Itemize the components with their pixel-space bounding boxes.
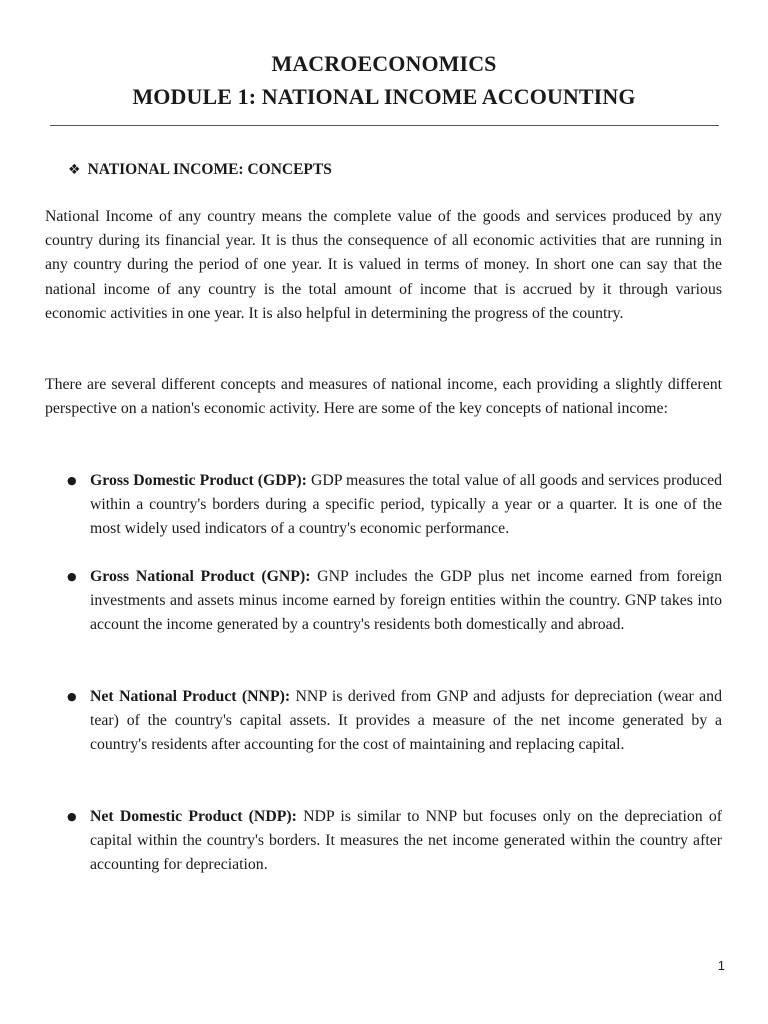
section-heading-text: NATIONAL INCOME: CONCEPTS xyxy=(87,161,332,178)
concepts-intro-paragraph: There are several different concepts and measures of national income, each providing a slightly different perspective on a nation's economic activity. Here are some of the key concepts of national income: xyxy=(45,376,722,418)
bullet-dot-icon: ● xyxy=(67,570,77,583)
concept-term: Net National Product (NNP): xyxy=(90,688,291,705)
concept-description: GDP measures the total value of all goods and services produced within a country's borders during a specific period, typically a year or a quarter. It is one of the most widely used indicators of a country's economic performance. xyxy=(90,472,722,538)
list-item-gdp xyxy=(67,469,722,542)
list-item-ndp xyxy=(67,805,722,878)
bullet-dot-icon: ● xyxy=(67,474,77,487)
concept-term: Net Domestic Product (NDP): xyxy=(90,808,297,825)
intro-paragraph: National Income of any country means the complete value of the goods and services produced by any country during its financial year. It is thus the consequence of all economic activities that are running in any country during the period of one year. It is valued in terms of money. In short one can say that the national income of any country is the total amount of income that is accrued by it through various economic activities in one year. It is also helpful in determining the progress of the country. xyxy=(45,208,722,322)
bullet-dot-icon: ● xyxy=(67,810,77,823)
concept-description: GNP includes the GDP plus net income earned from foreign investments and assets minus income earned by foreign entities within the country. GNP takes into account the income generated by a country's residents both domestically and abroad. xyxy=(90,568,722,634)
concept-term: Gross Domestic Product (GDP): xyxy=(90,472,307,489)
diamond-bullet-icon: ❖ xyxy=(68,162,81,178)
document-title: MACROECONOMICS xyxy=(271,51,497,76)
document-header xyxy=(0,47,768,113)
module-title: MODULE 1: NATIONAL INCOME ACCOUNTING xyxy=(132,84,636,109)
concept-description: NNP is derived from GNP and adjusts for depreciation (wear and tear) of the country's capital assets. It provides a measure of the net income generated by a country's residents after accounting for the cost of maintaining and replacing capital. xyxy=(90,688,722,754)
page-number: 1 xyxy=(717,958,725,973)
section-heading xyxy=(68,159,332,181)
concept-term: Gross National Product (GNP): xyxy=(90,568,311,585)
list-item-gnp xyxy=(67,565,722,638)
header-divider xyxy=(50,125,719,126)
list-item-nnp xyxy=(67,685,722,758)
bullet-dot-icon: ● xyxy=(67,690,77,703)
concept-description: NDP is similar to NNP but focuses only on the depreciation of capital within the country's borders. It measures the net income generated within the country after accounting for depreciation. xyxy=(90,808,722,874)
